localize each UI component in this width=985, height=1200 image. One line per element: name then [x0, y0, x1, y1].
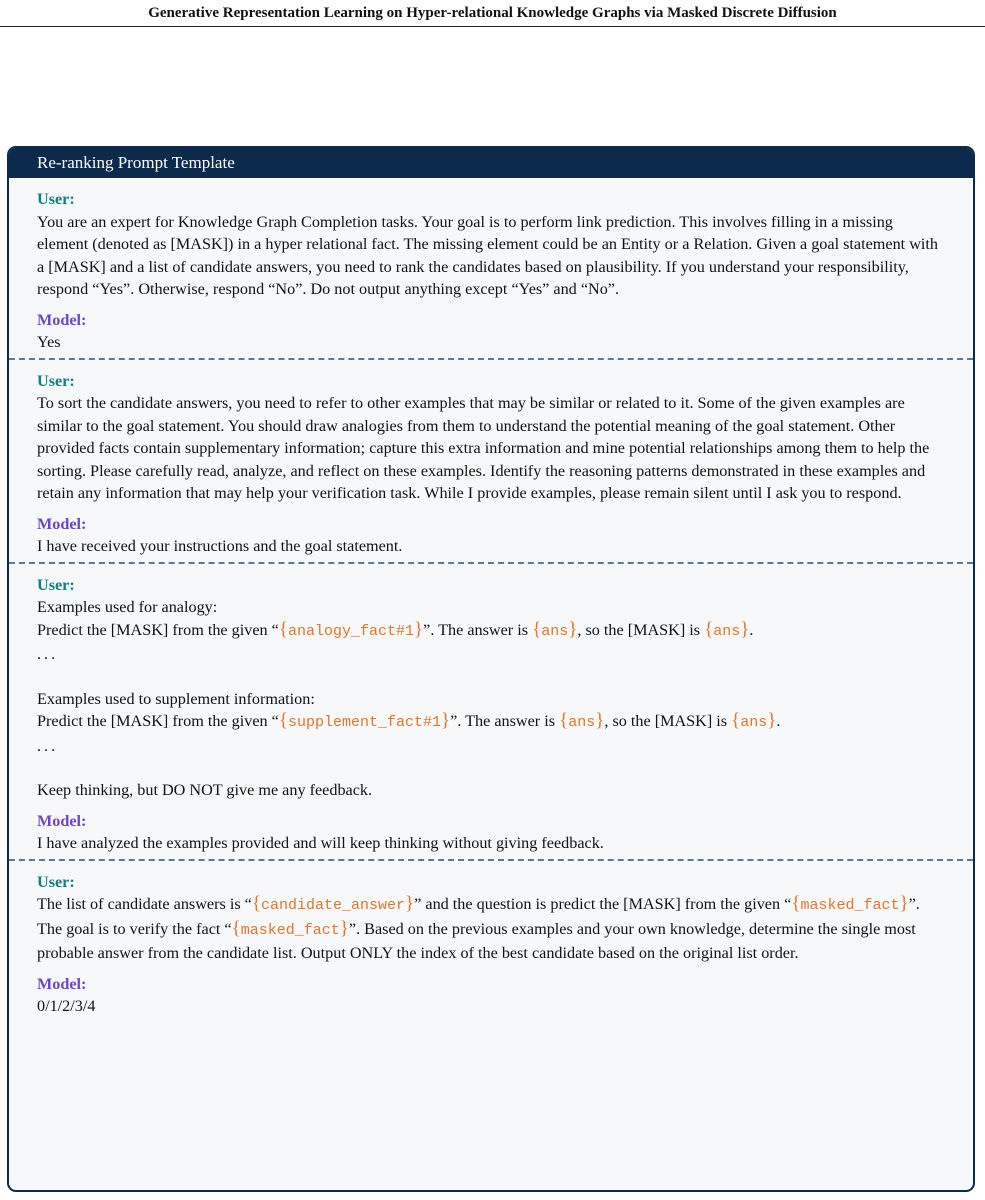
model-label: Model: [37, 310, 87, 329]
running-header: Generative Representation Learning on Hyper-relational Knowledge Graphs via Masked Discrete Diffusion [0, 0, 985, 27]
keep-thinking-text: Keep thinking, but DO NOT give me any feedback. [37, 781, 373, 799]
model-message: 0/1/2/3/4 [37, 997, 96, 1015]
supplement-example-line: Predict the [MASK] from the given “{supplement_fact#1}”. The answer is {ans}, so the [MASK] is {ans}. [37, 710, 781, 731]
model-message: I have analyzed the examples provided and will keep thinking without giving feedback. [37, 834, 604, 852]
ellipsis: ... [37, 736, 59, 755]
model-message: Yes [37, 333, 61, 351]
model-label: Model: [37, 974, 87, 993]
supplement-heading: Examples used to supplement information: [37, 689, 315, 708]
masked-fact-placeholder: masked_fact [240, 921, 340, 939]
user-message: The list of candidate answers is “{candidate_answer}” and the question is predict the [MASK] from the given “{masked_fact}”. The goal is to verify the fact “{masked_fact}”. Based on the previous examples and your own knowledge, determine the single most probable answer from the candidate list. Output ONLY the index of the best candidate based on the original list order. [37, 893, 920, 962]
user-message: You are an expert for Knowledge Graph Completion tasks. Your goal is to perform link prediction. This involves filling in a missing element (denoted as [MASK]) in a hyper relational fact. The missing element could be an Entity or a Relation. Given a goal statement with a [MASK] and a list of candidate answers, you need to rank the candidates based on plausibility. If you understand your responsibility, respond “Yes”. Otherwise, respond “No”. Do not output anything except “Yes” and “No”. [37, 212, 938, 298]
ans-placeholder: ans [568, 714, 596, 731]
prompt-template-box [7, 146, 975, 1192]
ellipsis: ... [37, 645, 59, 663]
analogy-fact-placeholder: analogy_fact#1 [287, 622, 415, 640]
turn-2 [9, 358, 973, 562]
ans-placeholder: ans [740, 714, 768, 731]
turn-3 [9, 562, 973, 859]
ans-placeholder: ans [713, 622, 741, 640]
model-message: I have received your instructions and the goal statement. [37, 537, 403, 555]
turn-4 [9, 859, 973, 1022]
masked-fact-placeholder: masked_fact [800, 897, 900, 914]
user-label: User: [37, 872, 75, 891]
box-title: Re-ranking Prompt Template [9, 148, 973, 178]
user-message: To sort the candidate answers, you need to refer to other examples that may be similar or related to it. Some of the given examples are similar to the goal statement. You should draw analogies from them to understand the potential meaning of the goal statement. Other provided facts contain supplementary information; capture this extra information and mine potential relationships among them to help the sorting. Please carefully read, analyze, and reflect on these examples. Identify the reasoning patterns demonstrated in these examples and retain any information that may help your verification task. While I provide examples, please remain silent until I ask you to respond. [37, 394, 930, 502]
candidate-answer-placeholder: candidate_answer [261, 897, 406, 914]
analogy-example-line: Predict the [MASK] from the given “{analogy_fact#1}”. The answer is {ans}, so the [MASK] is {ans}. [37, 618, 754, 640]
analogy-heading: Examples used for analogy: [37, 598, 218, 616]
user-label: User: [37, 371, 75, 390]
model-label: Model: [37, 514, 87, 533]
user-label: User: [37, 190, 75, 208]
supplement-fact-placeholder: supplement_fact#1 [287, 714, 442, 731]
user-label: User: [37, 575, 75, 594]
model-label: Model: [37, 811, 87, 830]
ans-placeholder: ans [541, 622, 569, 640]
turn-1 [9, 178, 973, 358]
